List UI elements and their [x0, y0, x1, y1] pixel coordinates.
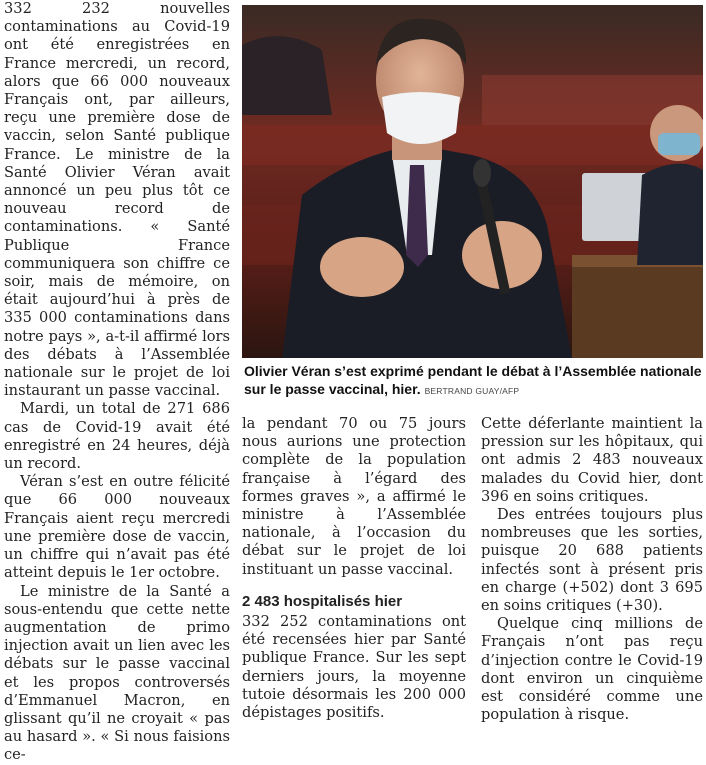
article-paragraph: 332 232 nouvelles contaminations au Covid-19 ont été enregistrées en France mercredi, un record, alors que 66 000 nouveaux Français ont, par ailleurs, reçu une première dose de vaccin, selon Santé publique France. Le ministre de la Santé Olivier Véran avait annoncé un peu plus tôt ce nouveau record de contaminations. « Santé Publique France communiquera son chiffre ce soir, mais de mémoire, on était aujourd’hui à près de 335 000 contaminations dans notre pays », a-t-il affirmé lors des débats à l’Assemblée nationale sur le projet de loi instaurant un passe vaccinal. — [4, 0, 230, 400]
article-paragraph: Cette déferlante maintient la pression sur les hôpitaux, qui ont admis 2 483 nouveaux malades du Covid hier, dont 396 en soins critiques. — [481, 415, 703, 505]
article-paragraph: Le ministre de la Santé a sous-entendu que cette nette augmentation de primo injection avait un lien avec les débats sur le passe vaccinal et les propos controversés d’Emmanuel Macron, en glissant qu’il ne croyait « pas au hasard ». « Si nous faisions ce- — [4, 582, 230, 764]
section-subheading: 2 483 hospitalisés hier — [242, 592, 403, 610]
photo-caption — [244, 362, 704, 400]
photo-illustration — [242, 5, 703, 358]
news-photo — [242, 5, 703, 358]
article-paragraph: Quelque cinq millions de Français n’ont pas reçu d’injection contre le Covid-19 dont environ un cinquième est considéré comme une population à risque. — [481, 615, 703, 724]
article-paragraph: Des entrées toujours plus nombreuses que les sorties, puisque 20 688 patients infectés sont à présent pris en charge (+502) dont 3 695 en soins critiques (+30). — [481, 506, 703, 615]
article-column-1 — [4, 0, 230, 765]
caption-text: Olivier Véran s’est exprimé pendant le débat à l’Assemblée nationale sur le passe vaccinal, hier. — [244, 363, 702, 397]
article-paragraph: Mardi, un total de 271 686 cas de Covid-19 avait été enregistré en 24 heures, déjà un record. — [4, 400, 230, 473]
article-paragraph: Véran s’est en outre félicité que 66 000 nouveaux Français aient reçu mercredi une première dose de vaccin, un chiffre qui n’avait pas été atteint depuis le 1er octobre. — [4, 473, 230, 582]
article-column-3 — [481, 415, 703, 724]
photo-credit: BERTRAND GUAY/AFP — [424, 386, 520, 396]
article-column-2 — [242, 415, 466, 722]
article-paragraph: la pendant 70 ou 75 jours nous aurions une protection complète de la population française à l’égard des formes graves », a affirmé le ministre à l’Assemblée nationale, à l’occasion du débat sur le projet de loi instituant un passe vaccinal. — [242, 415, 466, 578]
article-paragraph: 332 252 contaminations ont été recensées hier par Santé publique France. Sur les sept derniers jours, la moyenne tutoie désormais les 200 000 dépistages positifs. — [242, 613, 466, 722]
